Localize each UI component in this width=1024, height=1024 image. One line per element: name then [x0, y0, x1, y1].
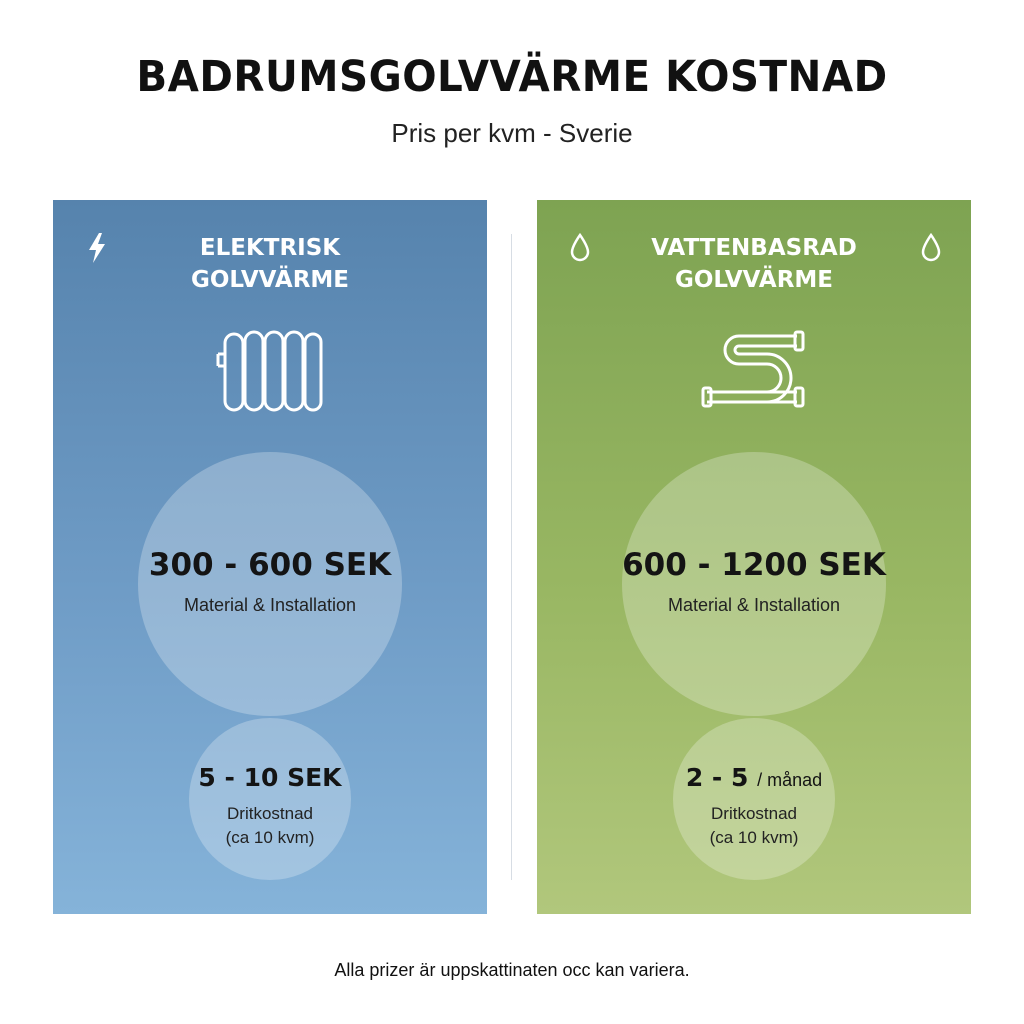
operating-cost-label-line: Dritkostnad: [711, 804, 797, 823]
operating-cost-label: [189, 802, 351, 850]
page-title: BADRUMSGOLVVÄRME KOSTNAD: [136, 52, 888, 102]
installation-cost-label: Material & Installation: [183, 595, 357, 615]
water-floor-heating-panel: [537, 200, 971, 914]
radiator-icon: [215, 328, 325, 414]
operating-cost-number: 5 - 10 SEK: [198, 763, 342, 792]
installation-cost-label: Material & Installation: [667, 595, 841, 615]
operating-cost-label-line: (ca 10 kvm): [225, 828, 315, 847]
operating-cost-value: [673, 763, 835, 792]
operating-cost-number: 2 - 5: [685, 763, 749, 792]
divider: [511, 234, 512, 880]
operating-cost-unit: / månad: [757, 770, 823, 790]
panel-title: [53, 232, 487, 296]
operating-cost-circle: [189, 718, 351, 880]
installation-cost-value: 300 - 600 SEK: [148, 547, 392, 583]
operating-cost-value: [189, 763, 351, 792]
footnote: Alla prizer är uppskattinaten occ kan variera.: [334, 960, 690, 980]
operating-cost-label-line: Dritkostnad: [227, 804, 313, 823]
panel-title-line: ELEKTRISK: [199, 235, 341, 261]
operating-cost-label-line: (ca 10 kvm): [709, 828, 799, 847]
panel-title: [537, 232, 971, 296]
panel-title-line: GOLVVÄRME: [674, 267, 834, 293]
electric-floor-heating-panel: [53, 200, 487, 914]
pipes-icon: [699, 328, 809, 414]
panel-title-line: GOLVVÄRME: [190, 267, 350, 293]
page-subtitle: Pris per kvm - Sverie: [391, 118, 633, 148]
installation-cost-circle: [622, 452, 886, 716]
installation-cost-circle: [138, 452, 402, 716]
operating-cost-circle: [673, 718, 835, 880]
panel-title-line: VATTENBASRAD: [651, 235, 857, 261]
operating-cost-label: [673, 802, 835, 850]
installation-cost-value: 600 - 1200 SEK: [622, 547, 886, 583]
